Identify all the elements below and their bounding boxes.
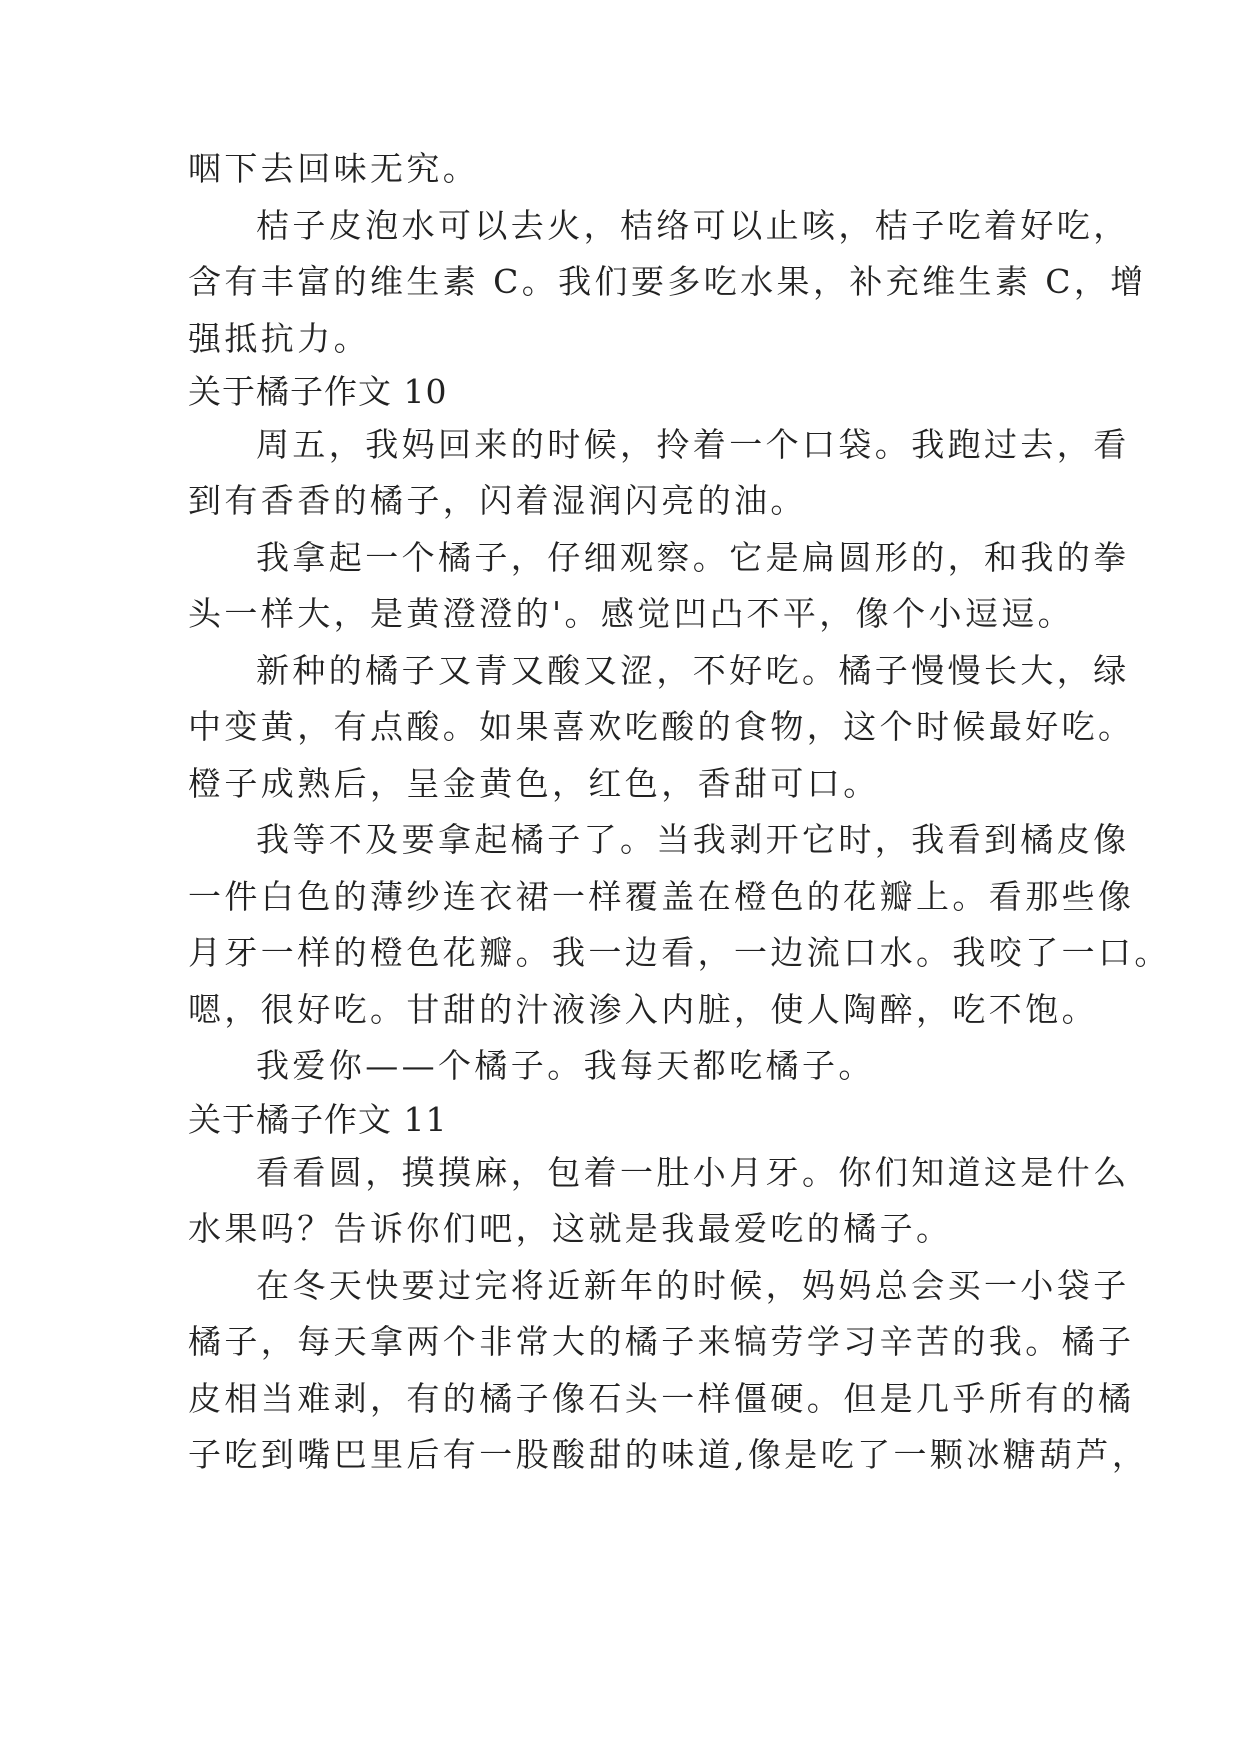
paragraph-start-line: 我等不及要拿起橘子了。当我剥开它时，我看到橘皮像 (256, 820, 1130, 859)
section-heading: 关于橘子作文 10 (188, 372, 448, 411)
paragraph-start-line: 看看圆，摸摸麻，包着一肚小月牙。你们知道这是什么 (256, 1153, 1130, 1192)
paragraph-start-line: 我拿起一个橘子，仔细观察。它是扁圆形的，和我的拳 (256, 538, 1130, 577)
paragraph-start-line: 在冬天快要过完将近新年的时候，妈妈总会买一小袋子 (256, 1266, 1130, 1305)
text-line: 头一样大，是黄澄澄的'。感觉凹凸不平，像个小逗逗。 (188, 594, 1075, 633)
text-line: 中变黄，有点酸。如果喜欢吃酸的食物，这个时候最好吃。 (188, 707, 1135, 746)
paragraph-start-line: 我爱你——个橘子。我每天都吃橘子。 (256, 1046, 875, 1085)
text-line: 咽下去回味无究。 (188, 149, 480, 188)
text-line: 月牙一样的橙色花瓣。我一边看，一边流口水。我咬了一口。 (188, 933, 1171, 972)
text-line: 皮相当难剥，有的橘子像石头一样僵硬。但是几乎所有的橘 (188, 1379, 1135, 1418)
section-heading: 关于橘子作文 11 (188, 1100, 448, 1139)
paragraph-start-line: 桔子皮泡水可以去火，桔络可以止咳，桔子吃着好吃， (256, 206, 1130, 245)
paragraph-start-line: 新种的橘子又青又酸又涩，不好吃。橘子慢慢长大，绿 (256, 651, 1130, 690)
text-line: 一件白色的薄纱连衣裙一样覆盖在橙色的花瓣上。看那些像 (188, 877, 1135, 916)
paragraph-start-line: 周五，我妈回来的时候，拎着一个口袋。我跑过去，看 (256, 425, 1130, 464)
text-line: 子吃到嘴巴里后有一股酸甜的味道,像是吃了一颗冰糖葫芦， (188, 1435, 1149, 1474)
text-line: 水果吗？告诉你们吧，这就是我最爱吃的橘子。 (188, 1209, 953, 1248)
text-line: 到有香香的橘子，闪着湿润闪亮的油。 (188, 481, 807, 520)
text-line: 嗯，很好吃。甘甜的汁液渗入内脏，使人陶醉，吃不饱。 (188, 990, 1098, 1029)
text-line: 橘子，每天拿两个非常大的橘子来犒劳学习辛苦的我。橘子 (188, 1322, 1135, 1361)
text-line: 含有丰富的维生素 C。我们要多吃水果，补充维生素 C，增 (188, 262, 1147, 301)
text-line: 橙子成熟后，呈金黄色，红色，香甜可口。 (188, 764, 880, 803)
text-line: 强抵抗力。 (188, 319, 370, 358)
